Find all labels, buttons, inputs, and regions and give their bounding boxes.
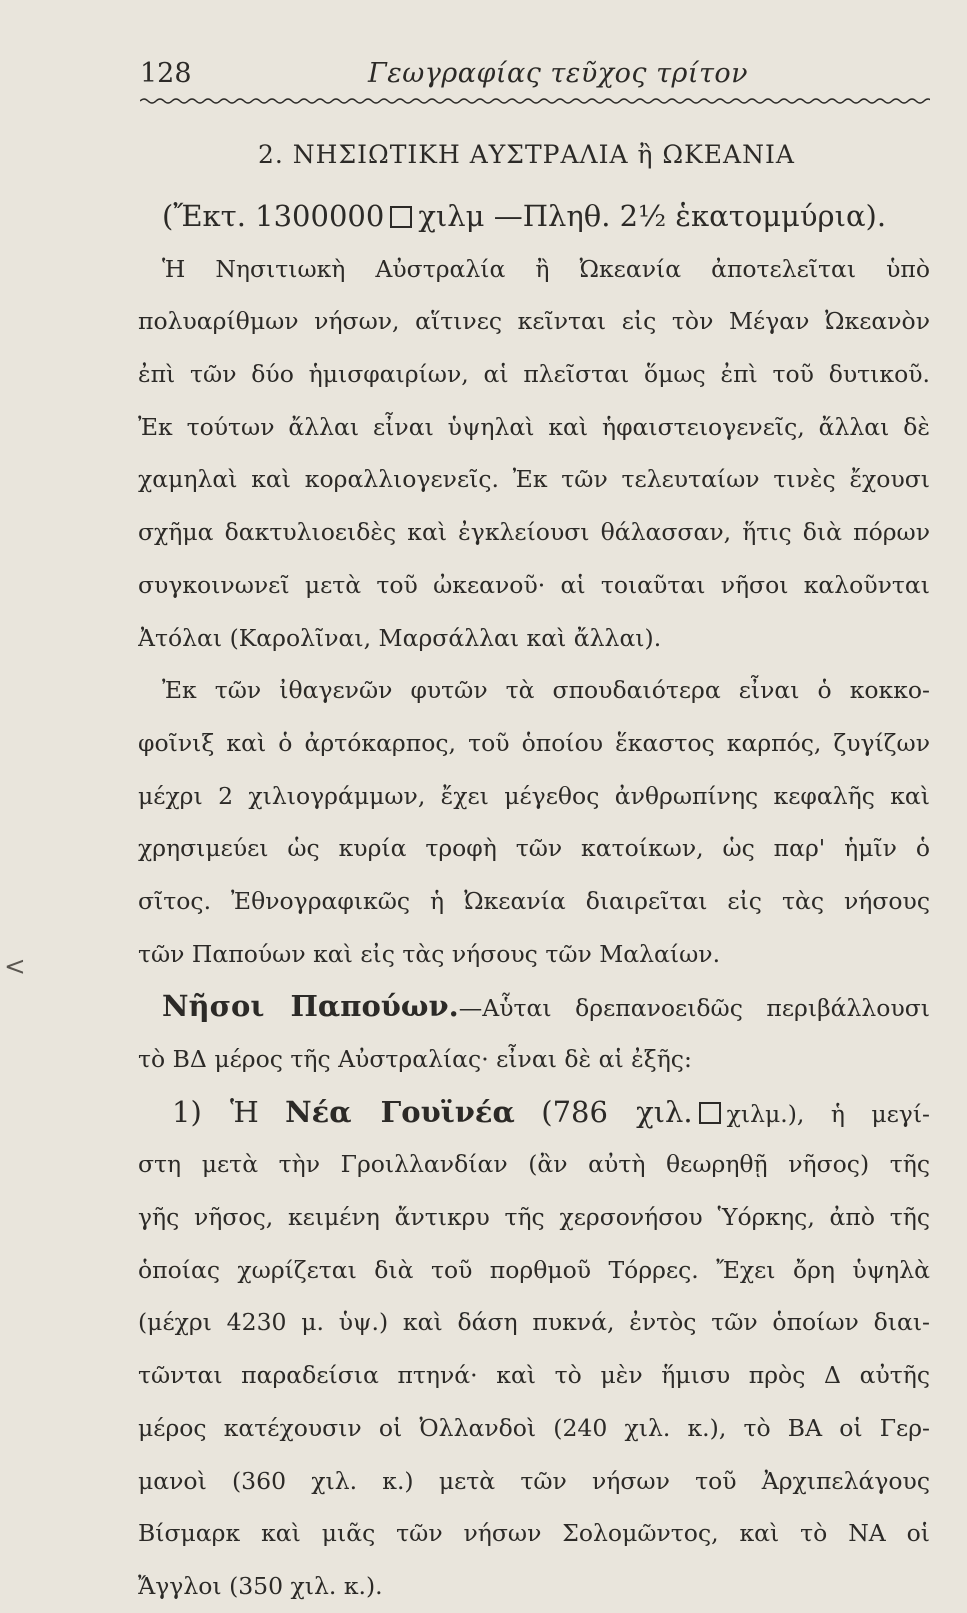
text-line: ἐπὶ τῶν δύο ἡμισφαιρίων, αἱ πλεῖσται ὅμως ἐπὶ τοῦ δυτικοῦ. xyxy=(138,360,930,389)
text-line: φοῖνιξ καὶ ὁ ἀρτόκαρπος, τοῦ ὁποίου ἕκαστος καρπός, ζυγίζων xyxy=(138,728,930,757)
area-prefix: (Ἔκτ. 1300000 xyxy=(162,199,385,233)
text-line: ὁποίας χωρίζεται διὰ τοῦ πορθμοῦ Τόρρες. Ἔχει ὄρη ὑψηλὰ xyxy=(138,1255,930,1284)
subheading-papuan-islands: Νῆσοι Παπούων. xyxy=(162,989,459,1024)
text-line: μανοὶ (360 χιλ. κ.) μετὰ τῶν νήσων τοῦ Ἀρχιπελάγους xyxy=(138,1466,930,1495)
margin-mark: < xyxy=(4,952,26,982)
area-text-rest: χιλμ.), ἡ μεγί- xyxy=(726,1099,930,1128)
text-line: Ἀτόλαι (Καρολῖναι, Μαρσάλλαι καὶ ἄλλαι). xyxy=(138,623,662,652)
text-line xyxy=(138,980,930,1033)
text-line: σχῆμα δακτυλιοειδὲς καὶ ἐγκλείουσι θάλασσαν, ἥτις διὰ πόρων xyxy=(138,518,930,547)
square-symbol-icon xyxy=(699,1102,721,1124)
text-line: τὸ ΒΔ μέρος τῆς Αὐστραλίας· εἶναι δὲ αἱ ἐξῆς: xyxy=(138,1045,692,1073)
page-header xyxy=(140,58,930,98)
text-line: Ἄγγλοι (350 χιλ. κ.). xyxy=(138,1571,383,1600)
text-line: Ἡ Νησιτιωκὴ Αὐστραλία ἢ Ὠκεανία ἀποτελεῖται ὑπὸ xyxy=(162,254,930,283)
subheading-rest: —Αὗται δρεπανοειδῶς περιβάλλουσι xyxy=(458,994,930,1023)
text-line: Ἐκ τούτων ἄλλαι εἶναι ὑψηλαὶ καὶ ἡφαιστειογενεῖς, ἄλλαι δὲ xyxy=(138,412,930,441)
text-line: πολυαρίθμων νήσων, αἵτινες κεῖνται εἰς τὸν Μέγαν Ὠκεανὸν xyxy=(138,307,930,336)
text-line: Βίσμαρκ καὶ μιᾶς τῶν νήσων Σολομῶντος, καὶ τὸ ΝΑ οἱ xyxy=(138,1519,930,1548)
text-line xyxy=(138,190,930,243)
area-text: (786 χιλ. xyxy=(541,1094,693,1129)
item-number: 1) Ἡ xyxy=(172,1094,259,1129)
body-text xyxy=(138,190,930,1613)
text-line: μέρος κατέχουσιν οἱ Ὀλλανδοὶ (240 χιλ. κ.), τὸ ΒΑ οἱ Γερ- xyxy=(138,1413,930,1442)
running-title: Γεωγραφίας τεῦχος τρίτον xyxy=(368,58,749,89)
area-suffix: χιλμ —Πληθ. 2½ ἑκατομμύρια). xyxy=(418,199,887,233)
text-line: χρησιμεύει ὡς κυρία τροφὴ τῶν κατοίκων, ὡς παρ' ἡμῖν ὁ xyxy=(138,834,930,863)
text-line: στη μετὰ τὴν Γροιλλανδίαν (ἂν αὐτὴ θεωρηθῇ νῆσος) τῆς xyxy=(138,1150,930,1179)
text-line: (μέχρι 4230 μ. ὑψ.) καὶ δάση πυκνά, ἐντὸς τῶν ὁποίων διαι- xyxy=(138,1308,930,1337)
text-line: γῆς νῆσος, κειμένη ἄντικρυ τῆς χερσονήσου Ὑόρκης, ἀπὸ τῆς xyxy=(138,1203,930,1232)
square-symbol-icon xyxy=(390,206,412,228)
text-line: μέχρι 2 χιλιογράμμων, ἔχει μέγεθος ἀνθρωπίνης κεφαλῆς καὶ xyxy=(138,781,930,810)
text-line: σῖτος. Ἐθνογραφικῶς ἡ Ὠκεανία διαιρεῖται εἰς τὰς νήσους xyxy=(138,886,930,915)
section-title: 2. ΝΗΣΙΩΤΙΚΗ ΑΥΣΤΡΑΛΙΑ ἢ ΩΚΕΑΝΙΑ xyxy=(258,140,795,169)
wavy-rule xyxy=(140,96,930,106)
page-number: 128 xyxy=(140,58,192,89)
subheading-new-guinea: Νέα Γουϊνέα xyxy=(285,1094,515,1129)
text-line: τῶν Παπούων καὶ εἰς τὰς νήσους τῶν Μαλαίων. xyxy=(138,939,721,968)
text-line: τῶνται παραδείσια πτηνά· καὶ τὸ μὲν ἥμισυ πρὸς Δ αὐτῆς xyxy=(138,1361,930,1390)
text-line: Ἐκ τῶν ἰθαγενῶν φυτῶν τὰ σπουδαιότερα εἶναι ὁ κοκκο- xyxy=(162,676,930,705)
text-line xyxy=(138,1086,930,1139)
text-line: χαμηλαὶ καὶ κοραλλιογενεῖς. Ἐκ τῶν τελευταίων τινὲς ἔχουσι xyxy=(138,465,930,494)
text-line: συγκοινωνεῖ μετὰ τοῦ ὠκεανοῦ· αἱ τοιαῦται νῆσοι καλοῦνται xyxy=(138,570,930,599)
